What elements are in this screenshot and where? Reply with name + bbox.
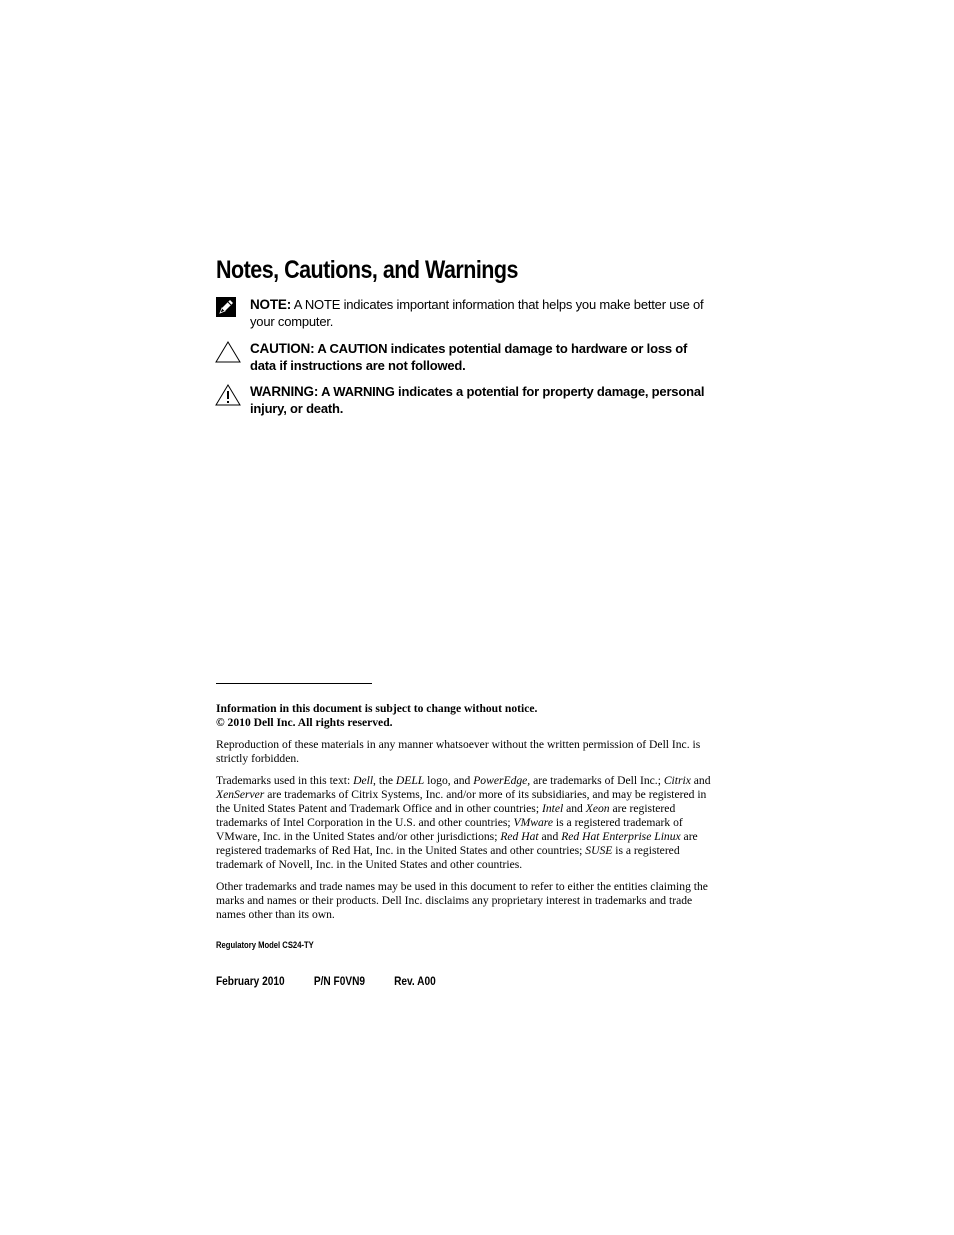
tm-text: Trademarks used in this text:	[216, 774, 354, 787]
tm-name: XenServer	[216, 788, 265, 801]
tm-text: and	[690, 774, 711, 787]
revision: Rev. A00	[394, 976, 436, 988]
tm-name: PowerEdge,	[473, 774, 531, 787]
caution-triangle-icon	[214, 340, 242, 364]
tm-text: logo, and	[424, 774, 474, 787]
tm-text: and	[563, 802, 586, 815]
caution-text: A CAUTION indicates potential damage to hardware or loss of data if instructions are not followed.	[250, 341, 688, 373]
trademarks-paragraph	[216, 774, 716, 872]
legal-header	[216, 702, 716, 730]
document-footer	[216, 976, 436, 988]
warning-notice	[214, 383, 714, 417]
tm-name: VMware	[513, 816, 553, 829]
publication-date: February 2010	[216, 976, 285, 988]
part-number: P/N F0VN9	[313, 976, 366, 988]
copyright-line: © 2010 Dell Inc. All rights reserved.	[216, 716, 393, 729]
tm-text: , the	[373, 774, 396, 787]
warning-label: WARNING:	[250, 384, 319, 399]
tm-name: SUSE	[585, 844, 613, 857]
tm-text: is a registered trademark of VMware, Inc. in the United States and/or other jurisdictions;	[216, 816, 683, 843]
tm-text: are registered trademarks of Red Hat, Inc. in the United States and other countries;	[216, 830, 698, 857]
other-trademarks-notice: Other trademarks and trade names may be used in this document to refer to either the entities claiming the marks and names or their products. Dell Inc. disclaims any proprietary interest in trademarks and trade names other than its own.	[216, 880, 708, 921]
tm-name: Xeon	[585, 802, 610, 815]
tm-text: are trademarks of Dell Inc.;	[530, 774, 664, 787]
tm-name: Red Hat	[500, 830, 539, 843]
note-pencil-icon	[214, 296, 242, 320]
change-notice: Information in this document is subject to change without notice.	[216, 702, 538, 715]
note-notice	[214, 296, 714, 330]
warning-text: A WARNING indicates a potential for property damage, personal injury, or death.	[250, 384, 705, 416]
tm-name: Citrix	[663, 774, 691, 787]
tm-name: DELL	[395, 774, 425, 787]
tm-text: is a registered trademark of Novell, Inc. in the United States and other countries.	[216, 844, 680, 871]
caution-label: CAUTION:	[250, 341, 315, 356]
caution-notice	[214, 340, 714, 374]
note-text: A NOTE indicates important information that helps you make better use of your computer.	[250, 297, 704, 329]
reproduction-notice: Reproduction of these materials in any manner whatsoever without the written permission of Dell Inc. is strictly forbidden.	[216, 738, 701, 765]
warning-triangle-icon	[214, 383, 242, 407]
tm-text: are trademarks of Citrix Systems, Inc. and/or more of its subsidiaries, and may be registered in the United States Patent and Trademark Office and in other countries;	[216, 788, 707, 815]
footnote-divider	[216, 683, 372, 684]
page-title: Notes, Cautions, and Warnings	[216, 256, 518, 284]
tm-text: are registered trademarks of Intel Corporation in the U.S. and other countries;	[216, 802, 676, 829]
note-label: NOTE:	[250, 297, 291, 312]
tm-name: Dell	[353, 774, 374, 787]
tm-name: Red Hat Enterprise Linux	[561, 830, 681, 843]
tm-text: and	[538, 830, 562, 843]
regulatory-model: Regulatory Model CS24-TY	[216, 940, 314, 950]
tm-name: Intel	[541, 802, 564, 815]
